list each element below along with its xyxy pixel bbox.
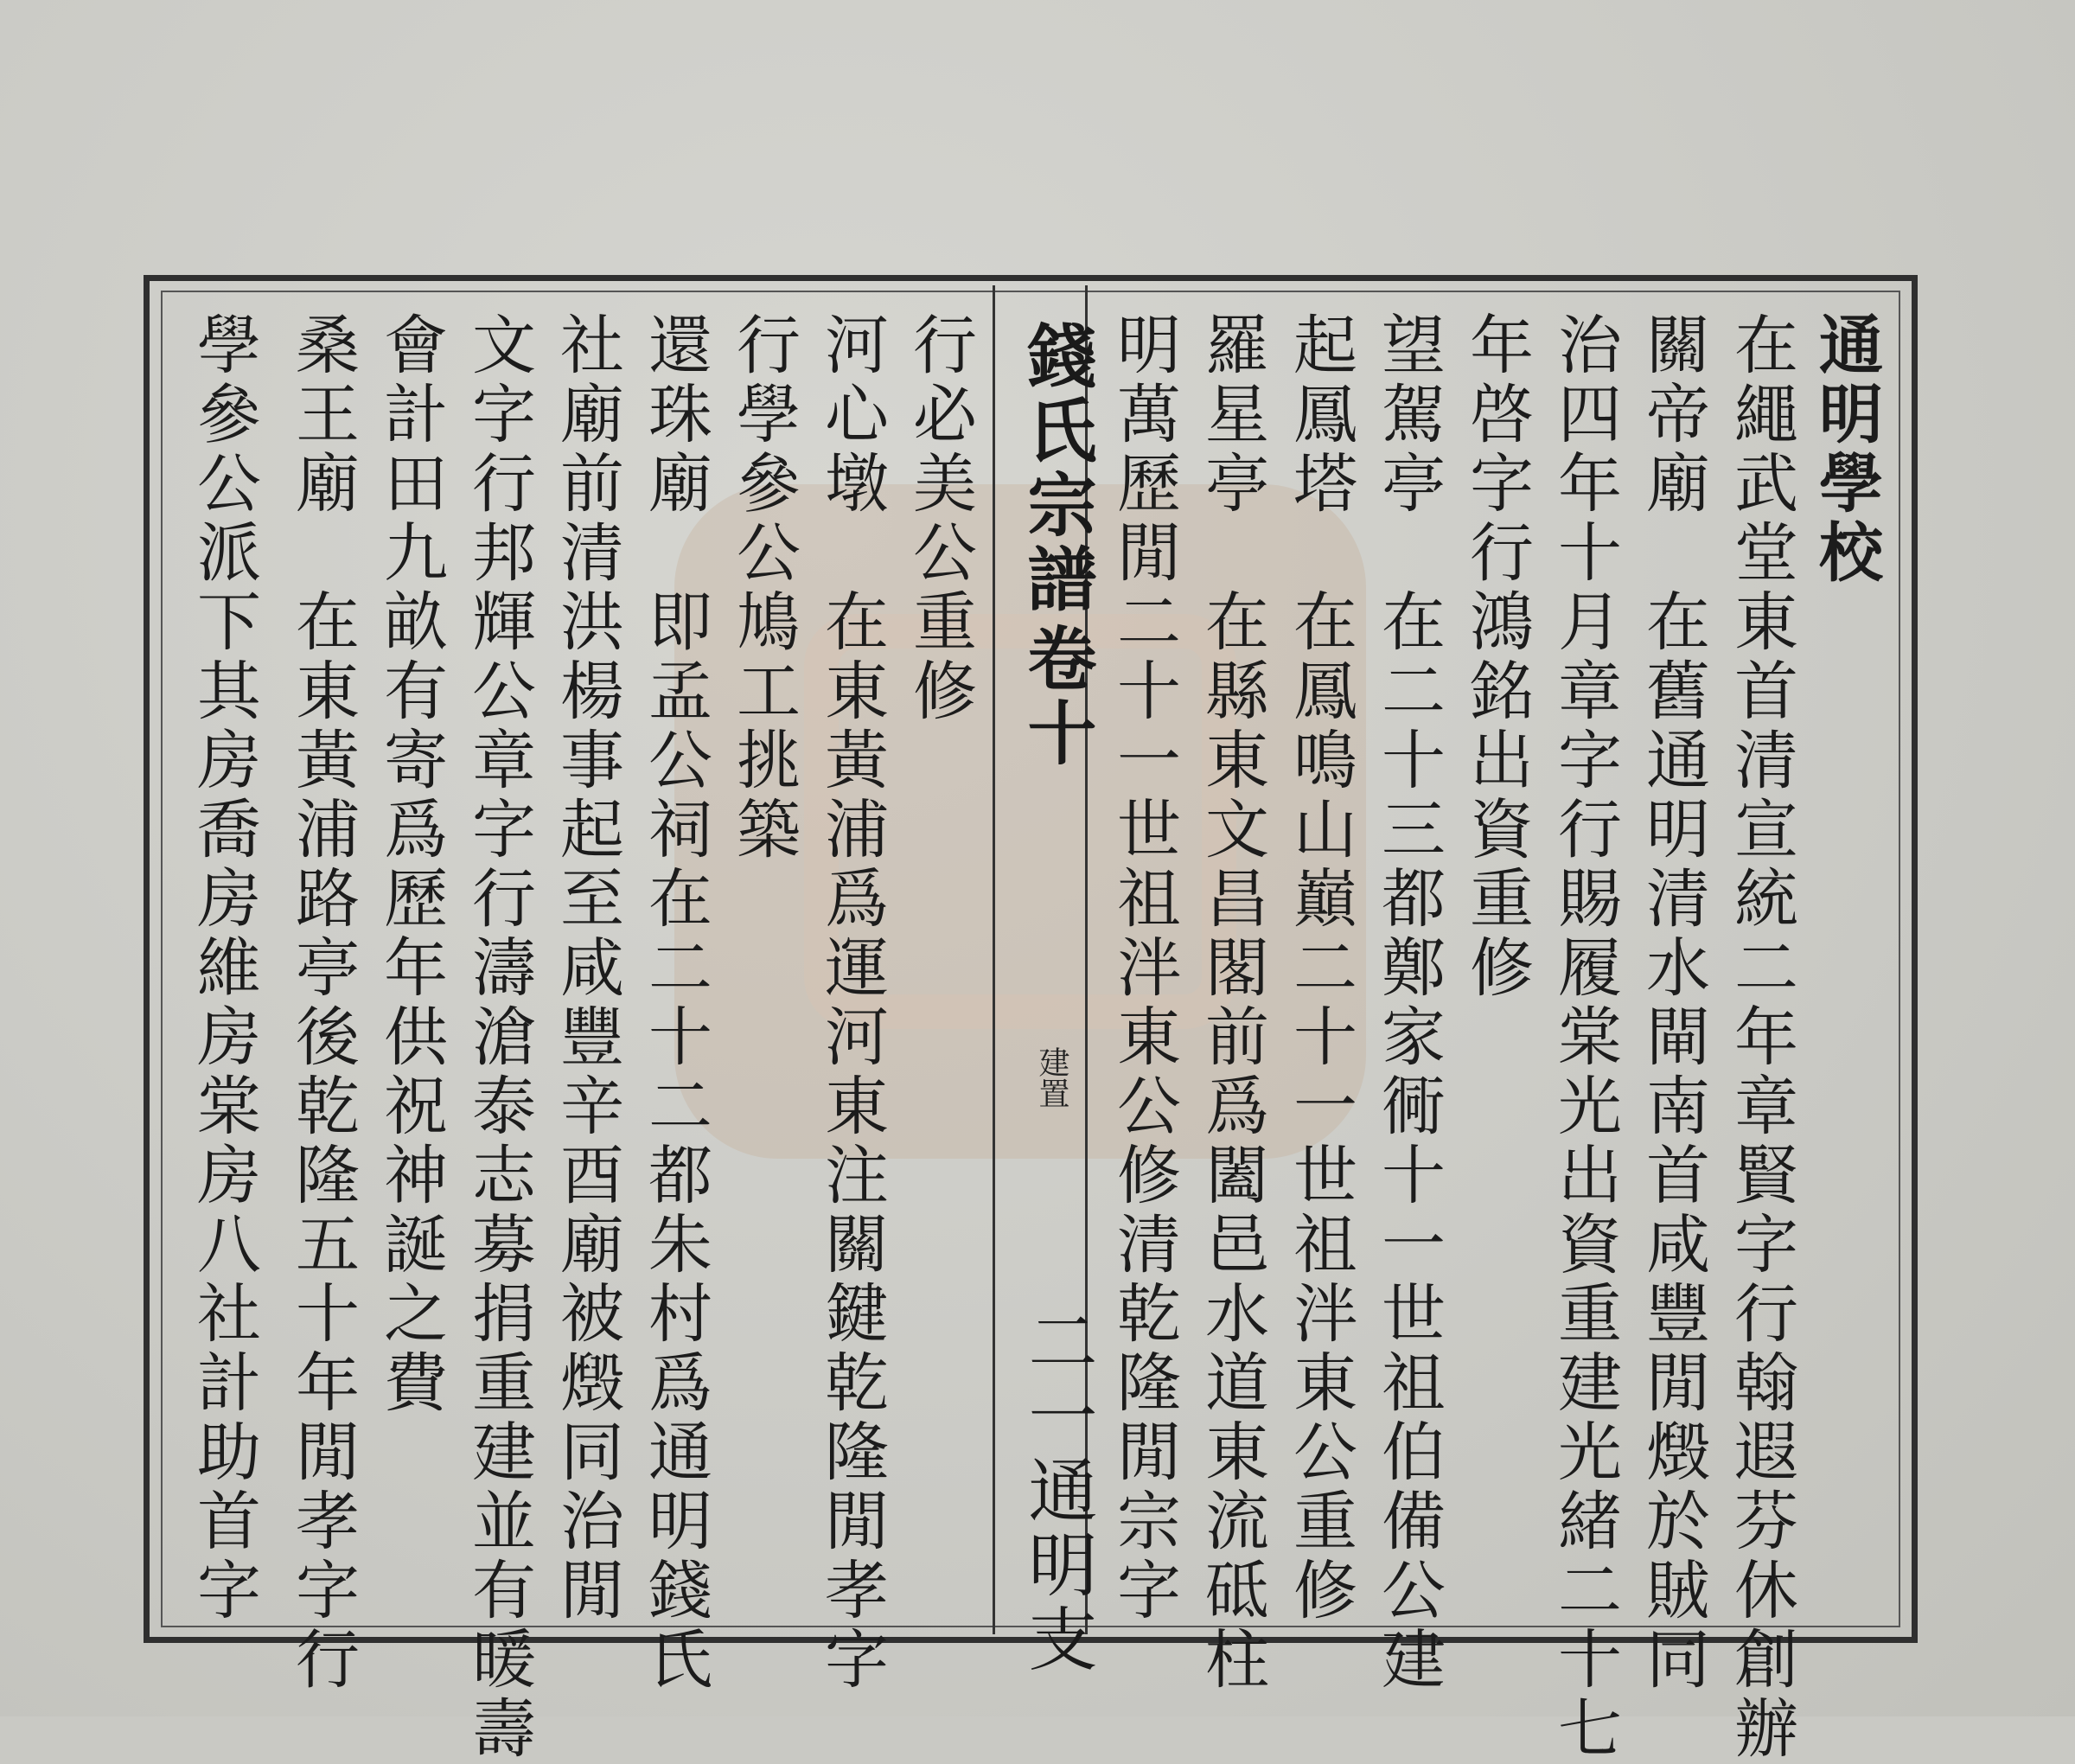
text-column-8: [1195, 311, 1278, 1695]
section-label: 建置: [1034, 1046, 1069, 1109]
column-text: 會計田九畝有寄爲歷年供祝神誕之費: [374, 311, 448, 1418]
text-column-12: [726, 311, 809, 1626]
column-text: 羅星亭 在縣東文昌閣前爲闔邑水道東流砥柱: [1195, 311, 1269, 1695]
text-column-1: [1809, 311, 1892, 1626]
page-number: 二一通明支: [1017, 1306, 1097, 1678]
text-column-3: [1636, 311, 1719, 1695]
column-text: 關帝廟 在舊通明清水閘南首咸豐閒燬於賊同: [1636, 311, 1710, 1695]
text-column-10: [903, 311, 986, 1626]
text-column-9: [1107, 311, 1190, 1626]
text-column-14: [550, 311, 633, 1626]
column-text: 治四年十月章字行賜履棠光出資重建光緒二十七: [1548, 311, 1622, 1764]
column-text: 明萬歷閒二十一世祖泮東公修清乾隆閒宗字: [1107, 311, 1181, 1626]
column-text: 還珠廟 即孟公祠在二十二都朱村爲通明錢氏: [638, 311, 712, 1695]
text-column-18: [187, 311, 270, 1626]
column-text: 起鳳塔 在鳳鳴山巔二十一世祖泮東公重修: [1283, 311, 1357, 1626]
column-text: 在繩武堂東首清宣統二年章賢字行翰遐芬休創辦: [1724, 311, 1798, 1764]
text-column-15: [462, 311, 545, 1764]
heading-school: 通明學校: [1809, 311, 1883, 588]
text-column-2: [1724, 311, 1807, 1764]
text-column-11: [814, 311, 897, 1695]
text-column-4: [1548, 311, 1631, 1764]
text-column-7: [1283, 311, 1366, 1626]
genealogy-title: 錢氏宗譜: [1016, 320, 1097, 617]
column-text: 學參公派下其房喬房維房棠房八社計助首字: [187, 311, 261, 1626]
text-column-6: [1371, 311, 1454, 1695]
text-column-16: [374, 311, 456, 1626]
text-column-13: [638, 311, 721, 1695]
column-text: 年啓字行鴻銘出資重修: [1459, 311, 1534, 1003]
center-fold-strip: [993, 285, 1097, 1678]
column-text: 望駕亭 在二十三都鄭家衕十一世祖伯備公建: [1371, 311, 1446, 1695]
column-text: 行學參公鳩工挑築: [726, 311, 801, 865]
text-column-5: [1459, 311, 1542, 1626]
column-text: 行必美公重修: [903, 311, 977, 726]
column-text: 河心墩 在東黃浦爲運河東注關鍵乾隆閒孝字: [814, 311, 889, 1695]
text-column-17: [285, 311, 368, 1695]
volume-label: 卷十: [1016, 623, 1097, 771]
column-text: 文字行邦輝公章字行濤滄泰志募捐重建並有暖壽: [462, 311, 536, 1764]
column-text: 桑王廟 在東黃浦路亭後乾隆五十年閒孝字行: [285, 311, 360, 1695]
column-text: 社廟前清洪楊事起至咸豐辛酉廟被燬同治閒: [550, 311, 624, 1626]
